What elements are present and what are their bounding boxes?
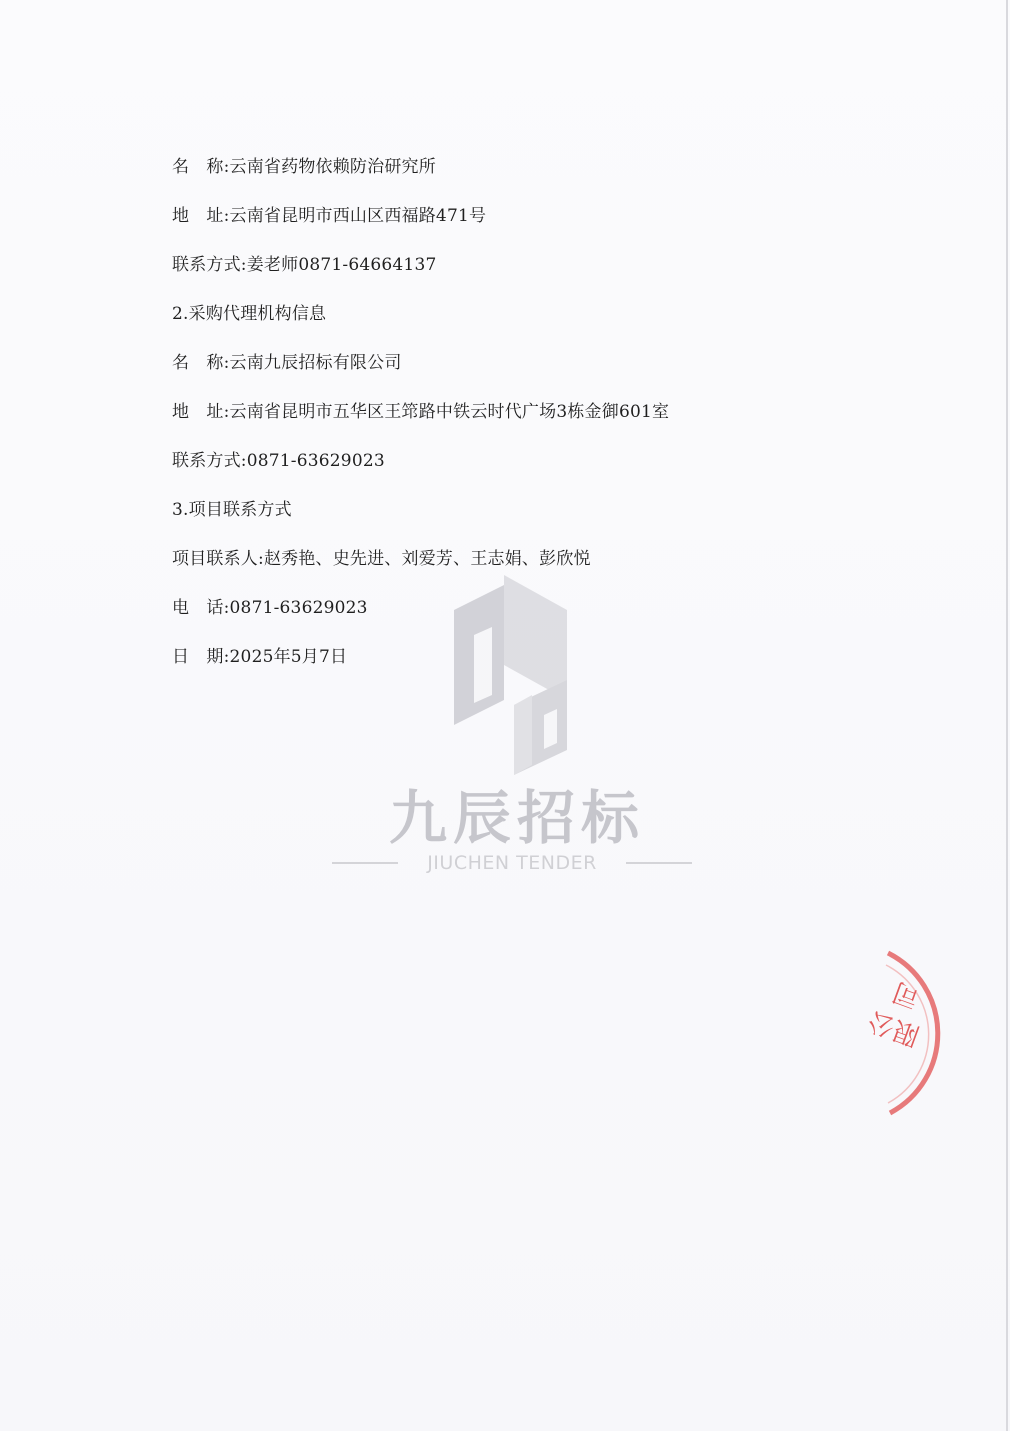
agency-name-line [172, 348, 402, 378]
project-contacts-line [172, 544, 591, 574]
section-title: 采购代理机构信息 [188, 304, 327, 324]
agency-contact-line [172, 446, 385, 476]
agency-address-line [172, 397, 669, 427]
company-watermark [332, 575, 702, 885]
line-label: 项目联系人: [172, 549, 264, 569]
line-label: 联系方式: [172, 451, 247, 471]
purchaser-name-line [172, 152, 436, 182]
watermark-english-name: JIUCHEN TENDER [427, 852, 597, 874]
seal-text: 限公司 [864, 975, 924, 1051]
line-value: 姜老师0871-64664137 [246, 255, 437, 275]
line-value: 云南省昆明市西山区西福路471号 [229, 206, 487, 226]
agency-section-heading [172, 299, 326, 329]
line-value: 云南省药物依赖防治研究所 [229, 157, 436, 177]
line-label: 日 期: [172, 647, 230, 667]
line-label: 名 称: [172, 353, 230, 373]
purchaser-address-line [172, 201, 486, 231]
line-label: 电 话: [172, 598, 230, 618]
line-value: 云南省昆明市五华区王筇路中铁云时代广场3栋金御601室 [229, 402, 670, 422]
page-edge-shadow [1006, 0, 1008, 1431]
watermark-logo-icon [332, 575, 702, 795]
line-value: 2025年5月7日 [229, 647, 348, 667]
section-title: 项目联系方式 [188, 500, 292, 520]
section-number: 3. [172, 500, 189, 520]
watermark-chinese-name: 九辰招标 [388, 784, 645, 852]
line-label: 联系方式: [172, 255, 247, 275]
watermark-rule-right [626, 862, 692, 864]
line-value: 赵秀艳、史先进、刘爱芳、王志娟、彭欣悦 [263, 549, 591, 569]
date-line [172, 642, 347, 672]
line-label: 地 址: [172, 206, 230, 226]
line-label: 地 址: [172, 402, 230, 422]
section-number: 2. [172, 304, 189, 324]
line-value: 0871-63629023 [229, 598, 368, 618]
project-contact-section-heading [172, 495, 292, 525]
line-value: 云南九辰招标有限公司 [229, 353, 402, 373]
purchaser-contact-line [172, 250, 436, 280]
line-label: 名 称: [172, 157, 230, 177]
line-value: 0871-63629023 [246, 451, 385, 471]
watermark-rule-left [332, 862, 398, 864]
watermark-english-row [332, 851, 692, 875]
